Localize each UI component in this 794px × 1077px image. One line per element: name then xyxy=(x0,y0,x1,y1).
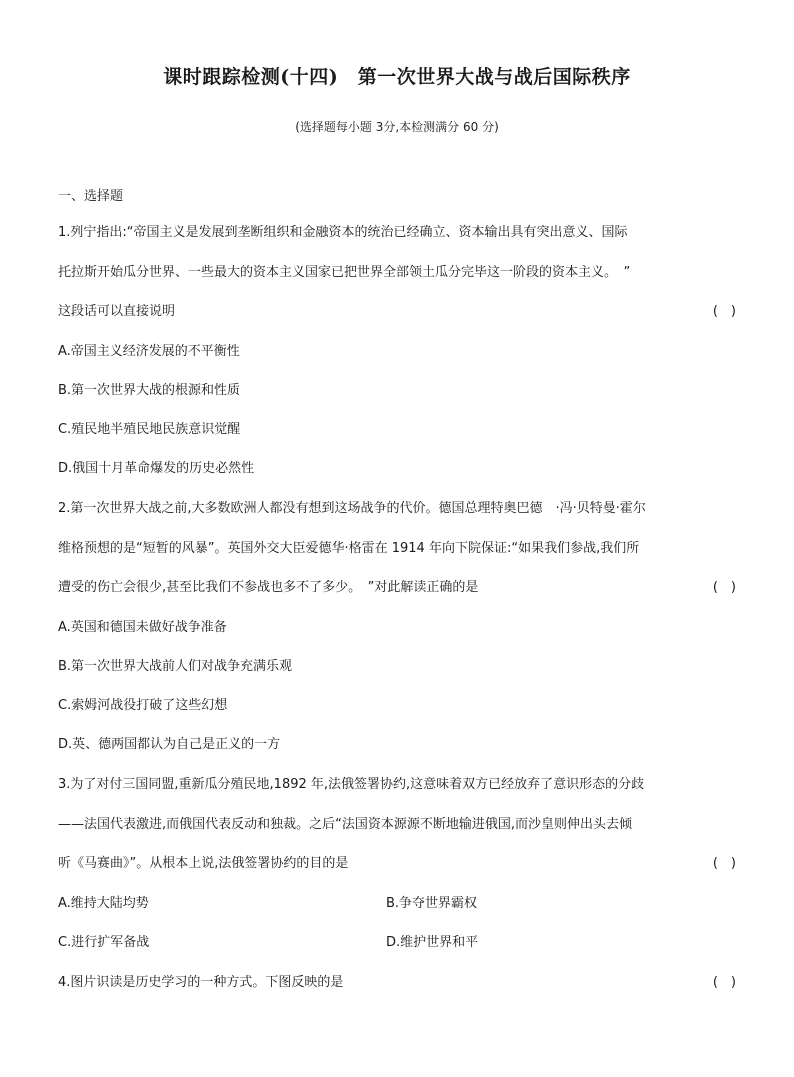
question-1-option-a[interactable]: A.帝国主义经济发展的不平衡性 xyxy=(58,344,240,359)
page-subtitle: (选择题每小题 3分,本检测满分 60 分) xyxy=(295,120,499,134)
question-3-option-c[interactable]: C.进行扩军备战 xyxy=(58,935,150,950)
question-3-line-3: 听《马赛曲》”。从根本上说,法俄签署协约的目的是 xyxy=(58,856,349,871)
question-1-answer-blank[interactable]: ( ) xyxy=(712,304,736,319)
question-3-option-b[interactable]: B.争夺世界霸权 xyxy=(386,896,478,911)
question-3-option-a[interactable]: A.维持大陆均势 xyxy=(58,896,149,911)
question-3-line-1: 3.为了对付三国同盟,重新瓜分殖民地,1892 年,法俄签署协约,这意味着双方已经放弃了意识形态的分歧 xyxy=(58,777,645,792)
question-2-option-d[interactable]: D.英、德两国都认为自己是正义的一方 xyxy=(58,737,281,752)
question-2-line-1: 2.第一次世界大战之前,大多数欧洲人都没有想到这场战争的代价。德国总理特奥巴德 ·冯·贝特曼·霍尔 xyxy=(58,501,646,516)
question-3-option-d[interactable]: D.维护世界和平 xyxy=(386,935,479,950)
question-2-line-2: 维格预想的是“短暂的风暴”。英国外交大臣爱德华·格雷在 1914 年向下院保证:“如果我们参战,我们所 xyxy=(58,541,640,556)
question-3-line-2: ——法国代表激进,而俄国代表反动和独裁。之后“法国资本源源不断地输进俄国,而沙皇则伸出头去倾 xyxy=(58,817,633,832)
question-1-option-b[interactable]: B.第一次世界大战的根源和性质 xyxy=(58,383,241,398)
question-1-line-1: 1.列宁指出:“帝国主义是发展到垄断组织和金融资本的统治已经确立、资本输出具有突出意义、国际 xyxy=(58,225,628,240)
page-title: 课时跟踪检测(十四) 第一次世界大战与战后国际秩序 xyxy=(163,66,631,88)
question-2-answer-blank[interactable]: ( ) xyxy=(712,580,736,595)
section-heading: 一、选择题 xyxy=(58,189,124,204)
question-1-option-c[interactable]: C.殖民地半殖民地民族意识觉醒 xyxy=(58,422,241,437)
question-3-answer-blank[interactable]: ( ) xyxy=(712,856,736,871)
question-1-line-2: 托拉斯开始瓜分世界、一些最大的资本主义国家已把世界全部领土瓜分完毕这一阶段的资本主义。 ” xyxy=(58,265,631,280)
question-2-option-a[interactable]: A.英国和德国未做好战争准备 xyxy=(58,620,227,635)
question-2-option-b[interactable]: B.第一次世界大战前人们对战争充满乐观 xyxy=(58,659,293,674)
question-2-line-3: 遭受的伤亡会很少,甚至比我们不参战也多不了多少。 ”对此解读正确的是 xyxy=(58,580,479,595)
question-2-option-c[interactable]: C.索姆河战役打破了这些幻想 xyxy=(58,698,228,713)
question-4-answer-blank[interactable]: ( ) xyxy=(712,975,736,990)
question-4-line-1: 4.图片识读是历史学习的一种方式。下图反映的是 xyxy=(58,975,344,990)
question-1-option-d[interactable]: D.俄国十月革命爆发的历史必然性 xyxy=(58,461,255,476)
question-1-line-3: 这段话可以直接说明 xyxy=(58,304,176,319)
